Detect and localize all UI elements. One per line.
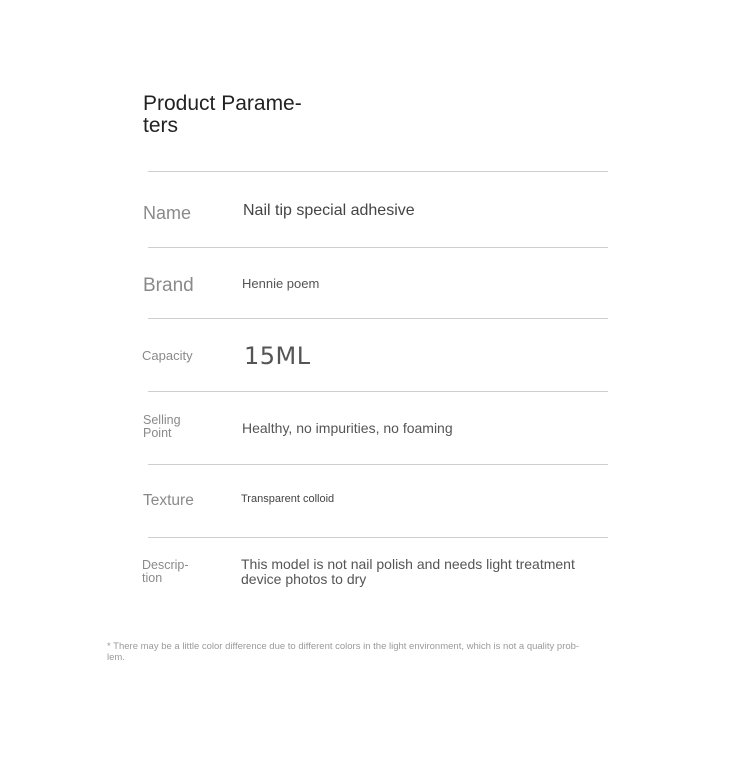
param-value-brand: Hennie poem: [242, 276, 320, 291]
param-value-description: This model is not nail polish and needs light treatment device photos to dry: [241, 556, 575, 587]
divider: [148, 537, 608, 538]
param-label-name: Name: [143, 203, 192, 223]
param-label-texture: Texture: [143, 492, 194, 509]
footnote: * There may be a little color difference due to different colors in the light environment, which is not a quality prob- lem.: [107, 641, 580, 663]
param-value-name: Nail tip special adhesive: [243, 202, 415, 219]
param-label-description: Descrip- tion: [142, 558, 189, 585]
divider: [148, 391, 608, 392]
param-value-texture: Transparent colloid: [241, 493, 335, 505]
divider: [148, 171, 608, 172]
divider: [148, 464, 608, 465]
divider: [148, 318, 608, 319]
param-label-brand: Brand: [143, 275, 194, 296]
param-label-capacity: Capacity: [142, 348, 193, 363]
page-title: Product Parame- ters: [143, 92, 302, 137]
param-label-selling-point: Selling Point: [143, 413, 181, 440]
divider: [148, 247, 608, 248]
param-value-capacity: 15ML: [244, 342, 311, 370]
param-value-selling-point: Healthy, no impurities, no foaming: [242, 420, 453, 436]
